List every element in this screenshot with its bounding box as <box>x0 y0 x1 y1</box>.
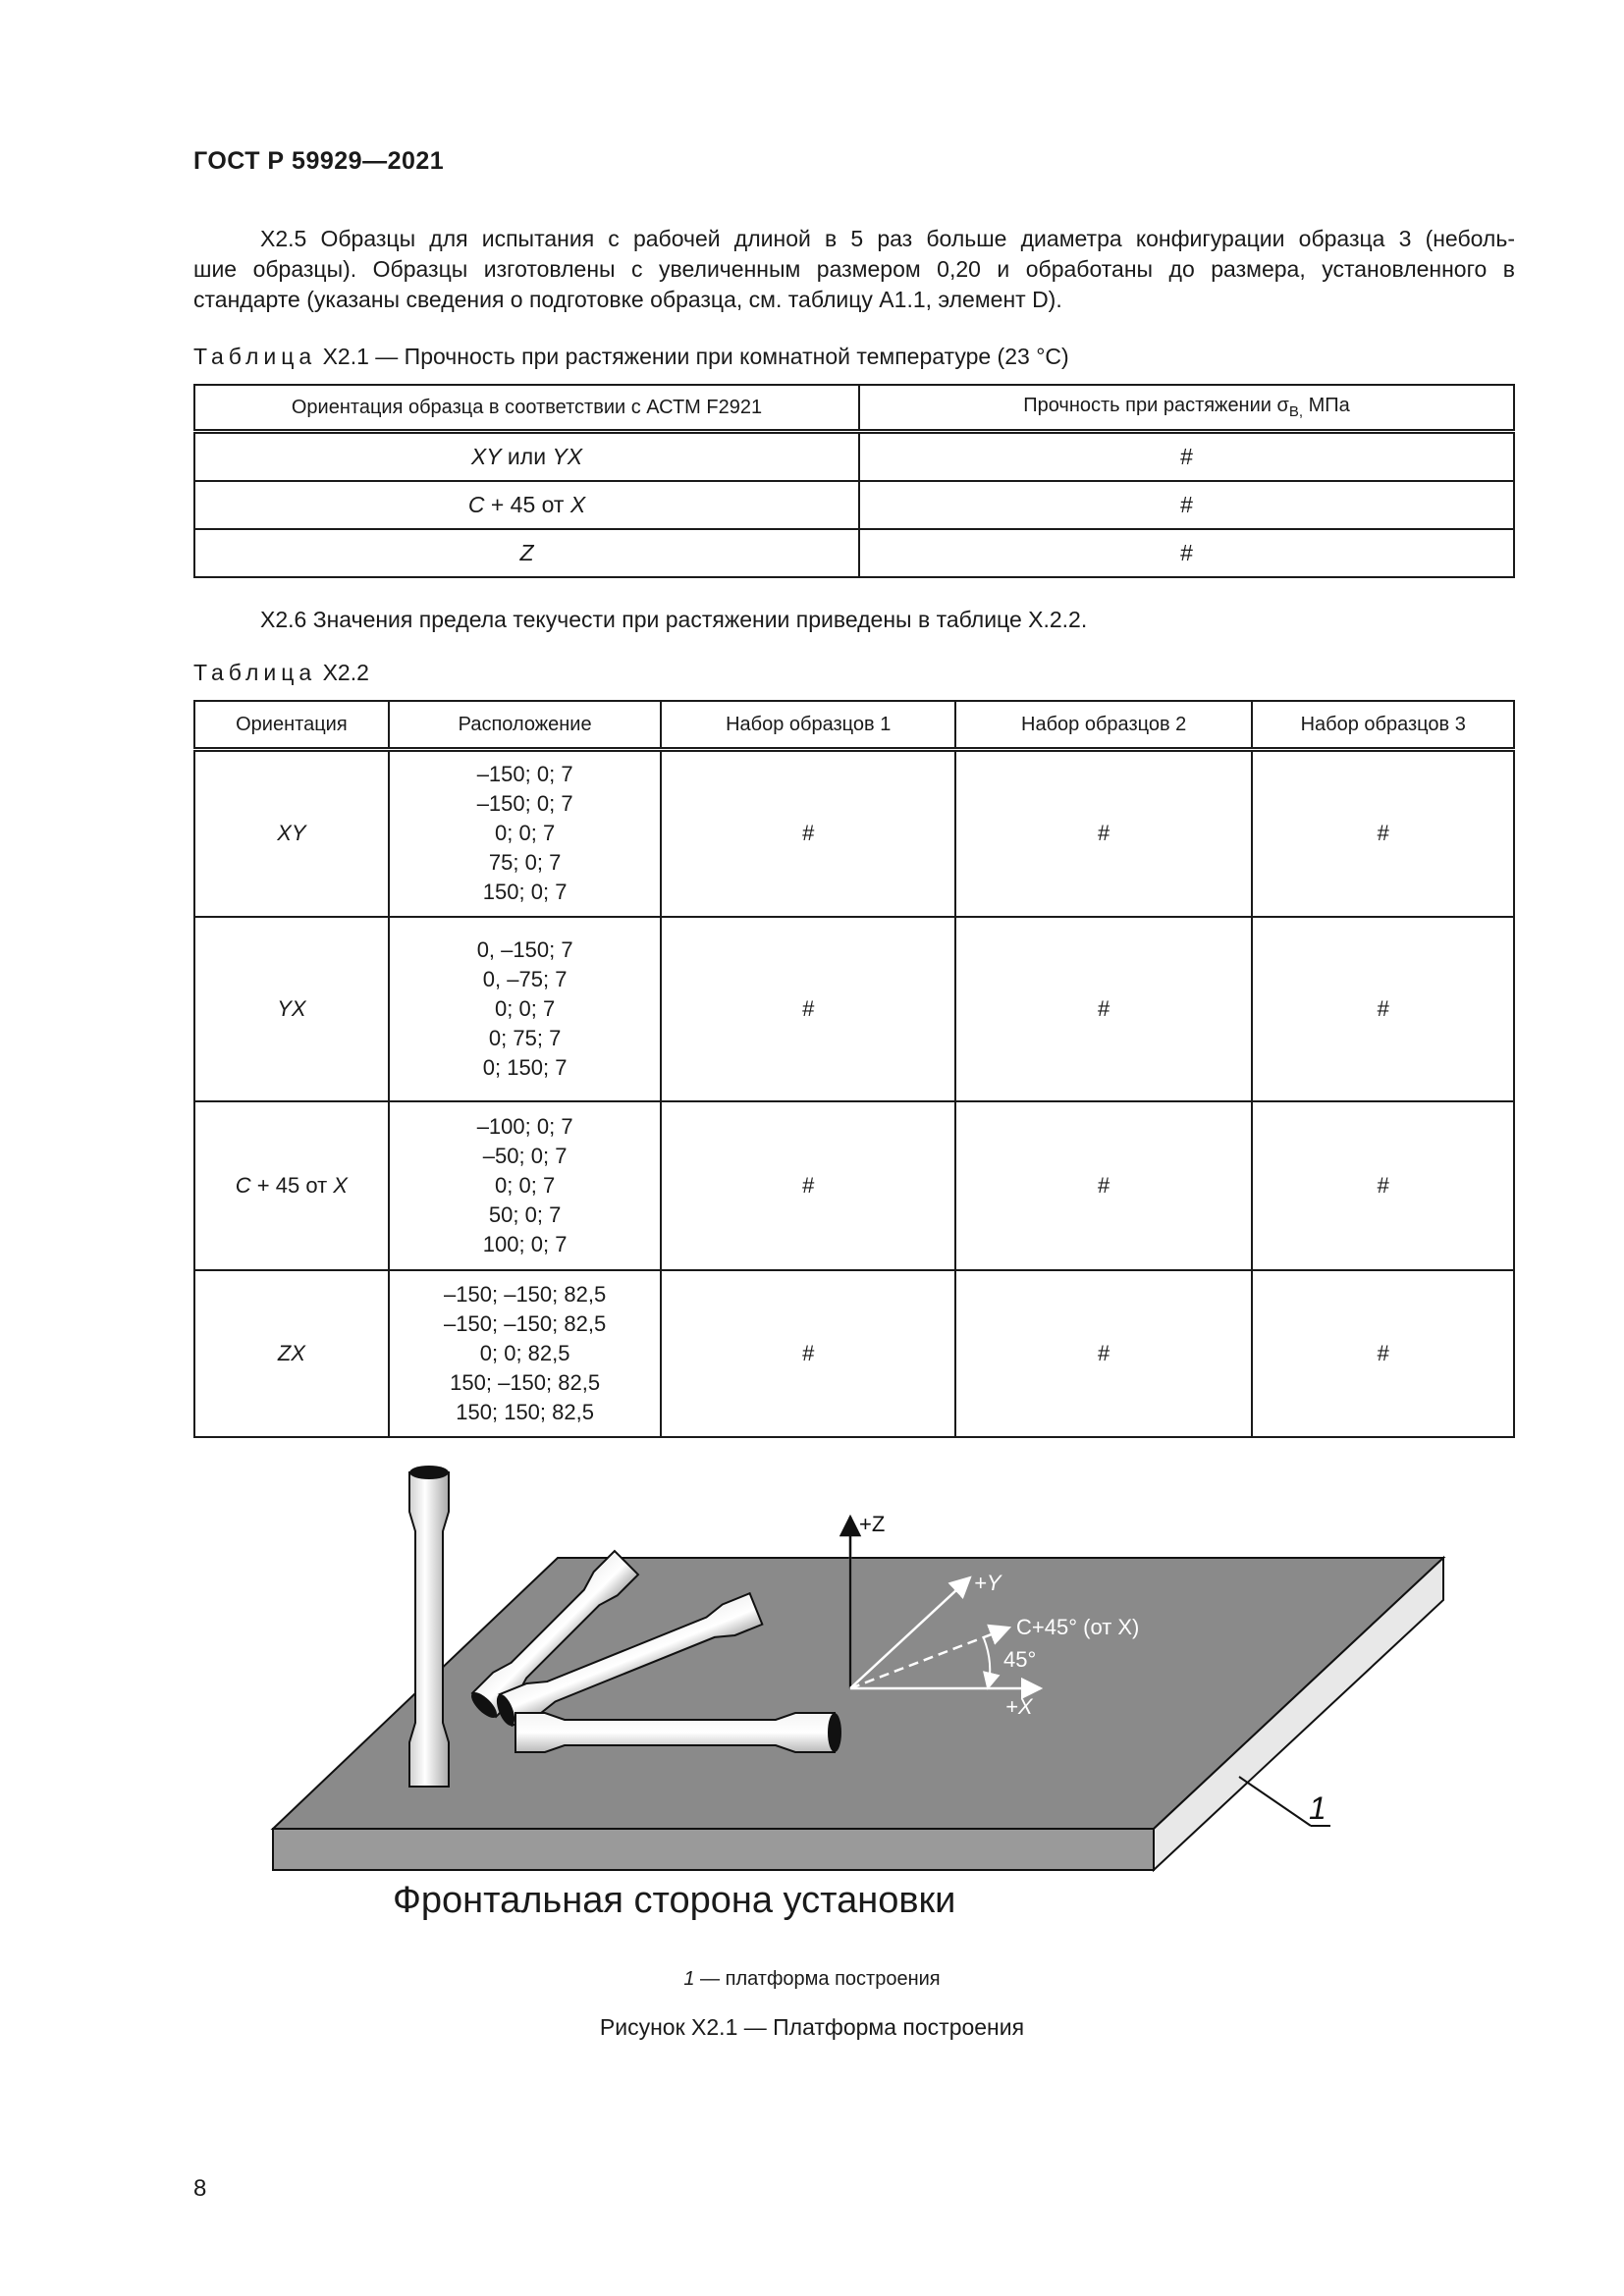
value-cell: # <box>1252 1101 1514 1270</box>
orientation-axis: YX <box>277 995 306 1021</box>
value-cell: # <box>1252 1270 1514 1437</box>
location-value: –150; 0; 7 <box>476 762 573 787</box>
table2-header-set2: Набор образцов 2 <box>955 701 1252 750</box>
table-row <box>194 529 1514 577</box>
table-caption-text: Х2.2 <box>316 660 369 685</box>
table-row <box>194 750 1514 917</box>
tensile-strength-table <box>193 384 1515 578</box>
location-cell <box>389 1270 662 1437</box>
location-value: 0, –150; 7 <box>476 936 573 962</box>
table1-header-strength <box>859 385 1514 432</box>
orientation-axis: X <box>569 492 586 517</box>
platform-front-face <box>273 1829 1154 1870</box>
orientation-cell <box>194 432 859 482</box>
orientation-axis: C <box>235 1172 251 1198</box>
value-cell: # <box>859 481 1514 529</box>
specimen-x <box>515 1713 841 1752</box>
table-caption-word: Таблица <box>193 660 317 685</box>
c45-label: C+45° (от X) <box>1016 1615 1140 1639</box>
orientation-axis: Z <box>519 540 534 565</box>
yield-strength-table <box>193 700 1515 1438</box>
location-value: 100; 0; 7 <box>482 1231 568 1256</box>
figure-caption: Рисунок Х2.1 — Платформа построения <box>599 2014 1025 2040</box>
location-value: 75; 0; 7 <box>488 850 562 876</box>
orientation-cell <box>194 1101 389 1270</box>
orientation-cell <box>194 529 859 577</box>
location-value: 150; 150; 82,5 <box>456 1399 594 1424</box>
location-value: 0; 75; 7 <box>488 1025 562 1050</box>
orientation-cell <box>194 917 389 1101</box>
table1-header-orientation: Ориентация образца в соответствии с АСТМ F2921 <box>194 385 859 432</box>
location-value: –150; –150; 82,5 <box>444 1310 607 1336</box>
orientation-axis: YX <box>552 444 583 469</box>
table-row <box>194 1270 1514 1437</box>
orientation-axis: ZX <box>277 1340 305 1365</box>
table-row <box>194 481 1514 529</box>
orientation-cell <box>194 1270 389 1437</box>
orientation-axis: XY <box>470 444 502 469</box>
sigma-subscript: B, <box>1288 403 1304 420</box>
z-axis-label: +Z <box>859 1512 886 1536</box>
paragraph-line: стандарте (указаны сведения о подготовке образца, см. таблицу А1.1, элемент D). <box>193 287 1062 312</box>
value-cell: # <box>661 1270 954 1437</box>
callout-line <box>1239 1777 1311 1826</box>
build-platform-figure <box>0 1453 1624 1914</box>
location-value: 0; 0; 82,5 <box>479 1340 570 1365</box>
location-value: 0; 0; 7 <box>495 995 556 1021</box>
location-value: –100; 0; 7 <box>476 1113 573 1139</box>
specimen-z <box>409 1466 449 1787</box>
table-caption-text: Х2.1 — Прочность при растяжении при комнатной температуре (23 °С) <box>316 344 1069 369</box>
value-cell: # <box>1252 917 1514 1101</box>
table-caption-word: Таблица <box>193 344 317 369</box>
location-cell <box>389 917 662 1101</box>
angle-label: 45° <box>1003 1647 1037 1672</box>
page-number: 8 <box>193 2175 207 2202</box>
platform-top <box>273 1558 1443 1829</box>
orientation-axis: X <box>333 1172 348 1198</box>
location-value: –150; –150; 82,5 <box>444 1281 607 1307</box>
y-axis-label: +Y <box>974 1571 1001 1595</box>
front-side-label: Фронтальная сторона установки <box>393 1880 956 1921</box>
orientation-cell <box>194 481 859 529</box>
table2-header-orientation: Ориентация <box>194 701 389 750</box>
location-cell <box>389 750 662 917</box>
legend-number: 1 <box>683 1968 695 1990</box>
strength-header-unit: МПа <box>1303 395 1350 416</box>
paragraph-line: шие образцы). Образцы изготовлены с увеличенным размером 0,20 и обработаны до размера, установленного в <box>193 256 1515 282</box>
table2-caption <box>193 660 369 686</box>
location-value: 50; 0; 7 <box>488 1201 562 1227</box>
location-value: 0, –75; 7 <box>482 966 568 991</box>
orientation-conj: + 45 от <box>250 1172 334 1198</box>
table2-header-location: Расположение <box>389 701 662 750</box>
orientation-conj: + 45 от <box>484 492 570 517</box>
table2-header-set1: Набор образцов 1 <box>661 701 954 750</box>
value-cell: # <box>955 1270 1252 1437</box>
orientation-cell <box>194 750 389 917</box>
location-value: –150; 0; 7 <box>476 791 573 817</box>
build-platform <box>273 1558 1443 1870</box>
value-cell: # <box>1252 750 1514 917</box>
value-cell: # <box>955 917 1252 1101</box>
value-cell: # <box>859 432 1514 482</box>
table-row <box>194 1101 1514 1270</box>
value-cell: # <box>661 1101 954 1270</box>
table-row <box>194 432 1514 482</box>
x-axis-label: +X <box>1005 1694 1033 1719</box>
location-value: –50; 0; 7 <box>482 1143 568 1168</box>
paragraph-line: Х2.5 Образцы для испытания с рабочей длиной в 5 раз больше диаметра конфигурации образца 3 (неболь- <box>260 226 1515 251</box>
orientation-conj: или <box>501 444 553 469</box>
location-value: 0; 0; 7 <box>495 821 556 846</box>
figure-legend <box>0 1968 1624 1991</box>
paragraph-x2-5 <box>193 224 1515 315</box>
value-cell: # <box>955 750 1252 917</box>
value-cell: # <box>661 750 954 917</box>
location-value: 150; 0; 7 <box>482 880 568 905</box>
callout-number: 1 <box>1309 1790 1326 1826</box>
document-header: ГОСТ Р 59929—2021 <box>193 147 445 175</box>
orientation-axis: C <box>467 492 485 517</box>
location-value: 150; –150; 82,5 <box>450 1369 601 1395</box>
location-value: 0; 150; 7 <box>482 1054 568 1080</box>
table1-caption <box>193 344 1069 370</box>
orientation-axis: XY <box>277 821 306 846</box>
paragraph-x2-6: Х2.6 Значения предела текучести при растяжении приведены в таблице Х.2.2. <box>260 607 1088 632</box>
value-cell: # <box>859 529 1514 577</box>
table2-header-set3: Набор образцов 3 <box>1252 701 1514 750</box>
legend-text: — платформа построения <box>694 1968 941 1990</box>
table-row <box>194 917 1514 1101</box>
value-cell: # <box>661 917 954 1101</box>
location-value: 0; 0; 7 <box>495 1172 556 1198</box>
location-cell <box>389 1101 662 1270</box>
value-cell: # <box>955 1101 1252 1270</box>
strength-header-text: Прочность при растяжении σ <box>1023 395 1289 416</box>
